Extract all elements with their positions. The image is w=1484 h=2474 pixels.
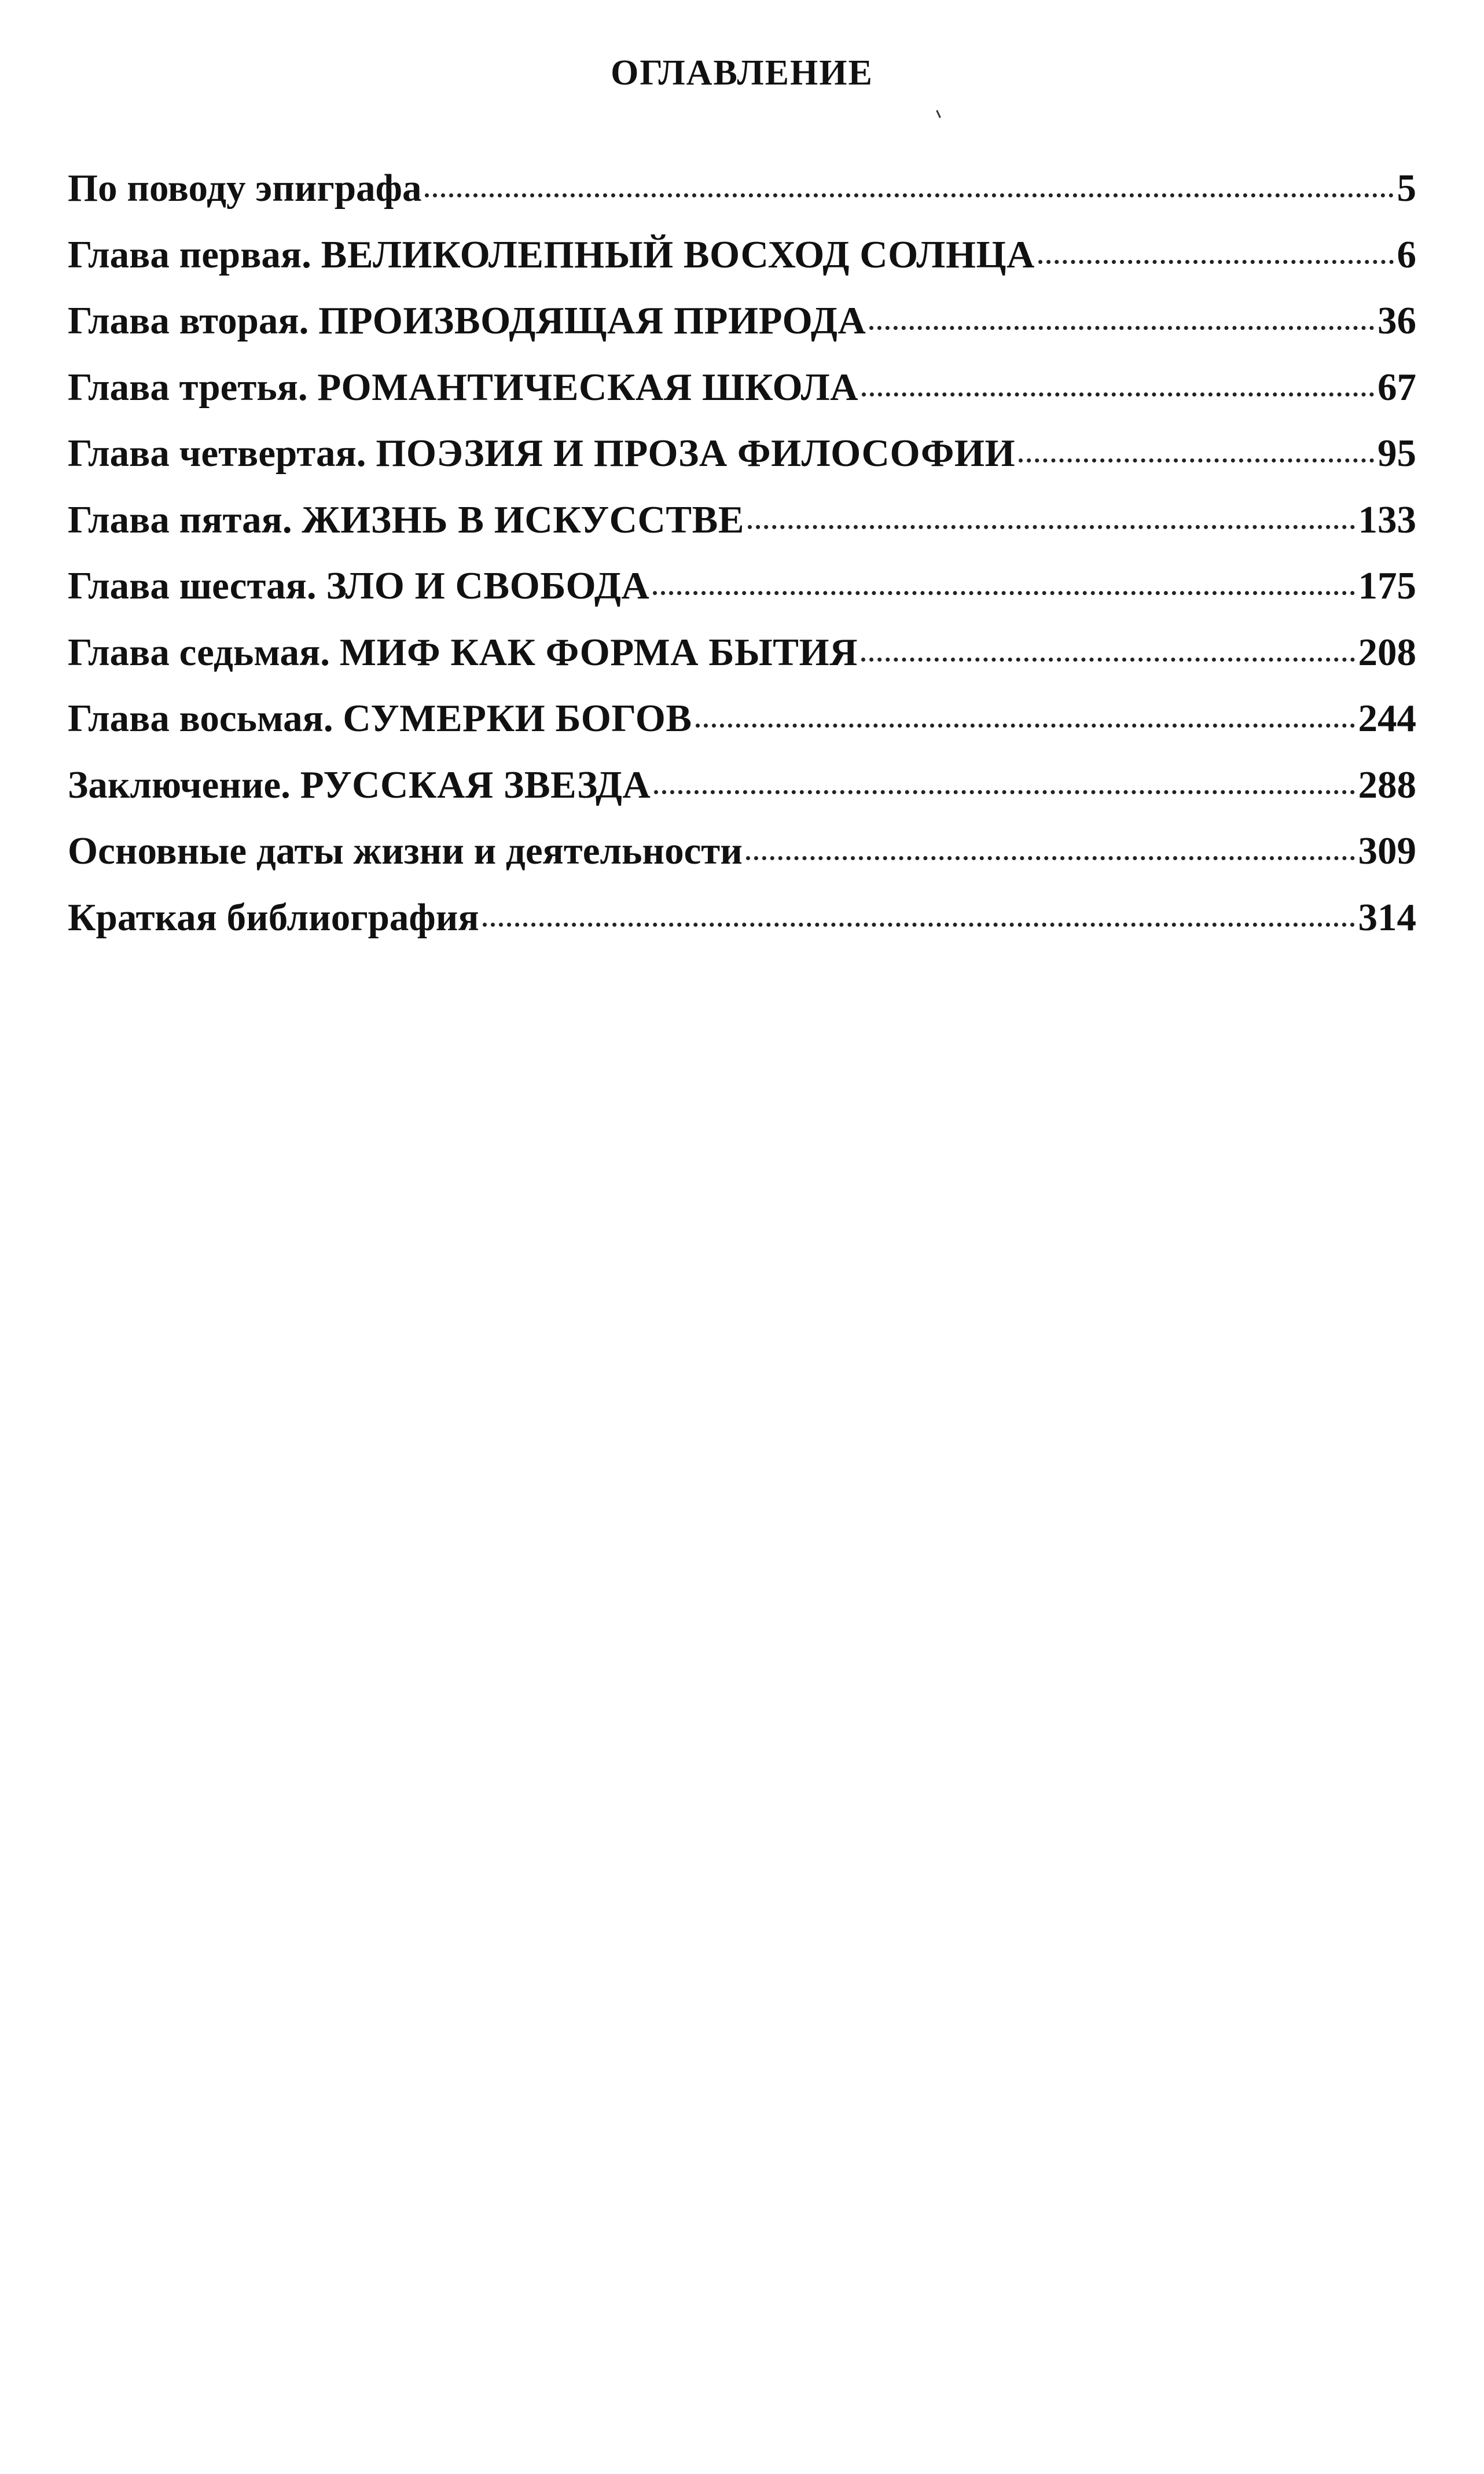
toc-entry[interactable]	[68, 365, 1416, 435]
toc-entry-title: РОМАНТИЧЕСКАЯ ШКОЛА	[317, 365, 859, 409]
toc-entry[interactable]	[68, 233, 1416, 302]
toc-entry-label: Глава первая.	[68, 233, 311, 276]
toc-entry-page: 6	[1397, 233, 1416, 276]
toc-entry-page: 288	[1358, 763, 1416, 806]
dot-leader	[483, 923, 1355, 927]
toc-entry-title: МИФ КАК ФОРМА БЫТИЯ	[339, 630, 858, 674]
toc-entry-title: ПОЭЗИЯ И ПРОЗА ФИЛОСОФИИ	[376, 432, 1016, 475]
toc-entry-label: Глава четвертая.	[68, 432, 366, 475]
toc-entry[interactable]	[68, 299, 1416, 368]
toc-entry[interactable]	[68, 434, 1416, 501]
toc-entry-label: По поводу эпиграфа	[68, 167, 422, 210]
toc-heading: ОГЛАВЛЕНИЕ	[611, 53, 873, 93]
toc-entry-page: 175	[1358, 564, 1416, 607]
toc-entry-label: Глава седьмая.	[68, 630, 330, 674]
toc-entry-title: ЖИЗНЬ В ИСКУССТВЕ	[302, 498, 744, 541]
toc-entry-label: Заключение.	[68, 763, 291, 806]
toc-entry[interactable]	[68, 169, 1416, 236]
dot-leader	[869, 326, 1374, 330]
dot-leader	[654, 790, 1354, 794]
toc-entry-title: ПРОИЗВОДЯЩАЯ ПРИРОДА	[318, 299, 866, 342]
toc-entry-page: 5	[1397, 167, 1416, 210]
toc-entry-page: 314	[1358, 895, 1416, 939]
toc-entry-page: 133	[1358, 498, 1416, 541]
toc-entry-label: Глава третья.	[68, 365, 308, 409]
dot-leader	[748, 525, 1355, 529]
dot-leader	[746, 856, 1355, 860]
toc-entry-title: ВЕЛИКОЛЕПНЫЙ ВОСХОД СОЛНЦА	[321, 233, 1035, 276]
toc-entry-page: 67	[1378, 365, 1416, 409]
dot-leader	[696, 724, 1355, 728]
toc-entry-page: 244	[1358, 697, 1416, 740]
toc-entry-label: Глава шестая.	[68, 564, 317, 607]
toc-entry-label: Основные даты жизни и деятельности	[68, 829, 743, 872]
dot-leader	[653, 591, 1354, 595]
dot-leader	[1038, 260, 1394, 264]
dot-leader	[1019, 458, 1374, 463]
toc-list	[68, 169, 1416, 964]
toc-entry[interactable]	[68, 498, 1416, 567]
toc-entry-page: 95	[1378, 432, 1416, 475]
toc-entry-label: Глава восьмая.	[68, 697, 333, 740]
dot-leader	[862, 392, 1374, 397]
toc-entry-label: Глава вторая.	[68, 299, 309, 342]
toc-entry-label: Глава пятая.	[68, 498, 292, 541]
dot-leader	[425, 193, 1393, 197]
toc-entry[interactable]	[68, 699, 1416, 766]
toc-entry-title: СУМЕРКИ БОГОВ	[343, 697, 692, 740]
toc-entry[interactable]	[68, 564, 1416, 633]
toc-entry-page: 208	[1358, 630, 1416, 674]
toc-entry[interactable]	[68, 630, 1416, 700]
toc-entry-label: Краткая библиография	[68, 895, 479, 939]
toc-entry-page: 309	[1358, 829, 1416, 872]
toc-entry[interactable]	[68, 895, 1416, 965]
toc-entry-page: 36	[1378, 299, 1416, 342]
toc-entry-title: ЗЛО И СВОБОДА	[326, 564, 650, 607]
toc-entry-title: РУССКАЯ ЗВЕЗДА	[300, 763, 651, 806]
print-speck	[936, 110, 941, 118]
dot-leader	[861, 658, 1355, 662]
toc-entry[interactable]	[68, 829, 1416, 898]
toc-entry[interactable]	[68, 763, 1416, 832]
